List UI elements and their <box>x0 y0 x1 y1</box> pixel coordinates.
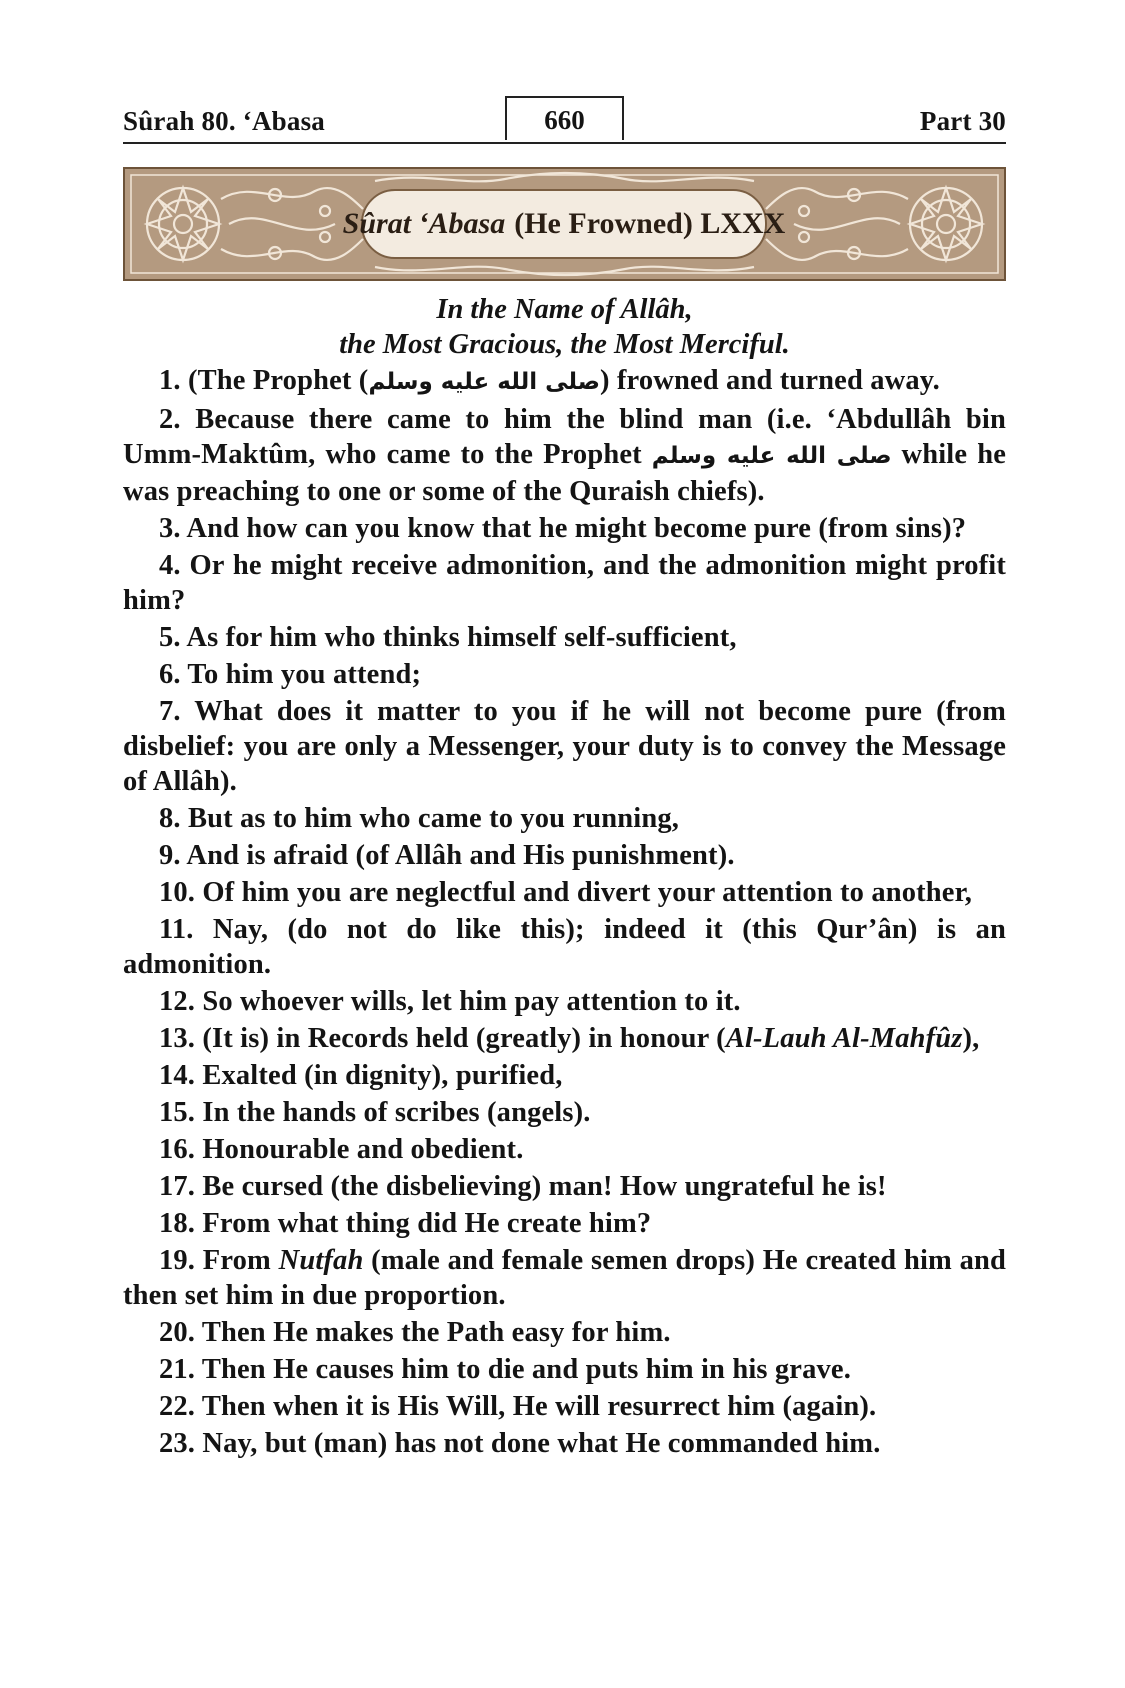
part-label: Part 30 <box>919 106 1006 136</box>
verse-6: 6. To him you attend; <box>159 659 422 690</box>
verse-18: 18. From what thing did He create him? <box>159 1208 652 1239</box>
verse-15: 15. In the hands of scribes (angels). <box>159 1097 591 1128</box>
verse-text: 1. (The Prophet <box>159 365 359 396</box>
verse-10: 10. Of him you are neglectful and divert your attention to another, <box>159 877 973 908</box>
verse-14: 14. Exalted (in dignity), purified, <box>159 1060 563 1091</box>
verse-italic-term: Al-Lauh Al-Mahfûz <box>725 1023 963 1054</box>
surah-title-transliteration: Sûrat ‘Abasa <box>342 207 506 240</box>
verse-16: 16. Honourable and obedient. <box>159 1134 524 1165</box>
verse-text: ) frowned and turned away. <box>600 365 940 396</box>
verse-12: 12. So whoever wills, let him pay attention to it. <box>159 986 741 1017</box>
verse-22: 22. Then when it is His Will, He will resurrect him (again). <box>159 1391 877 1422</box>
verse-text: ), <box>962 1023 980 1054</box>
translation-text <box>123 292 1006 1463</box>
verse-19 <box>123 1243 1006 1313</box>
surah-title-translation: (He Frowned) LXXX <box>514 207 786 240</box>
verse-23: 23. Nay, but (man) has not done what He commanded him. <box>159 1428 881 1459</box>
verse-5: 5. As for him who thinks himself self-sufficient, <box>159 622 737 653</box>
arabic-salutation: صلى الله عليه وسلم <box>368 369 600 395</box>
verse-2 <box>123 402 1006 509</box>
verse-3: 3. And how can you know that he might become pure (from sins)? <box>159 513 967 544</box>
verse-13 <box>123 1021 1006 1056</box>
page-number: 660 <box>505 96 624 140</box>
verse-text: 13. (It is) in Records held (greatly) in honour ( <box>159 1023 726 1054</box>
verse-italic-term: Nutfah <box>278 1245 364 1276</box>
surah-title <box>342 189 786 259</box>
bismillah-line-2: the Most Gracious, the Most Merciful. <box>339 329 790 360</box>
verse-4: 4. Or he might receive admonition, and the admonition might profit him? <box>123 550 1006 616</box>
verse-20: 20. Then He makes the Path easy for him. <box>159 1317 671 1348</box>
running-header <box>123 96 1006 144</box>
verse-21: 21. Then He causes him to die and puts him in his grave. <box>159 1354 851 1385</box>
verse-text: while he was preaching to one or some of the Quraish chiefs). <box>123 439 1006 507</box>
verse-9: 9. And is afraid (of Allâh and His punishment). <box>159 840 735 871</box>
bismillah <box>123 292 1006 362</box>
verse-7: 7. What does it matter to you if he will not become pure (from disbelief: you are only a Messenger, your duty is to convey the Message of Allâh). <box>123 696 1006 797</box>
verse-11: 11. Nay, (do not do like this); indeed it (this Qur’ân) is an admonition. <box>123 914 1006 980</box>
surah-name: Sûrah 80. ‘Abasa <box>123 106 325 136</box>
arabic-salutation: صلى الله عليه وسلم <box>651 443 892 469</box>
bismillah-line-1: In the Name of Allâh, <box>436 294 693 325</box>
verse-8: 8. But as to him who came to you running, <box>159 803 679 834</box>
verse-text: 2. Because there came to him the blind man (i.e. ‘Abdullâh bin Umm-Maktûm, who came to the Prophet <box>123 404 1006 470</box>
surah-title-banner <box>123 167 1006 281</box>
verse-17: 17. Be cursed (the disbelieving) man! How ungrateful he is! <box>159 1171 887 1202</box>
verse-1: 1. (The Prophet (صلى الله عليه وسلم) frowned and turned away. <box>159 365 940 396</box>
verse-text: (male and female semen drops) He created him and then set him in due proportion. <box>123 1245 1006 1311</box>
verse-text: 19. From <box>159 1245 279 1276</box>
